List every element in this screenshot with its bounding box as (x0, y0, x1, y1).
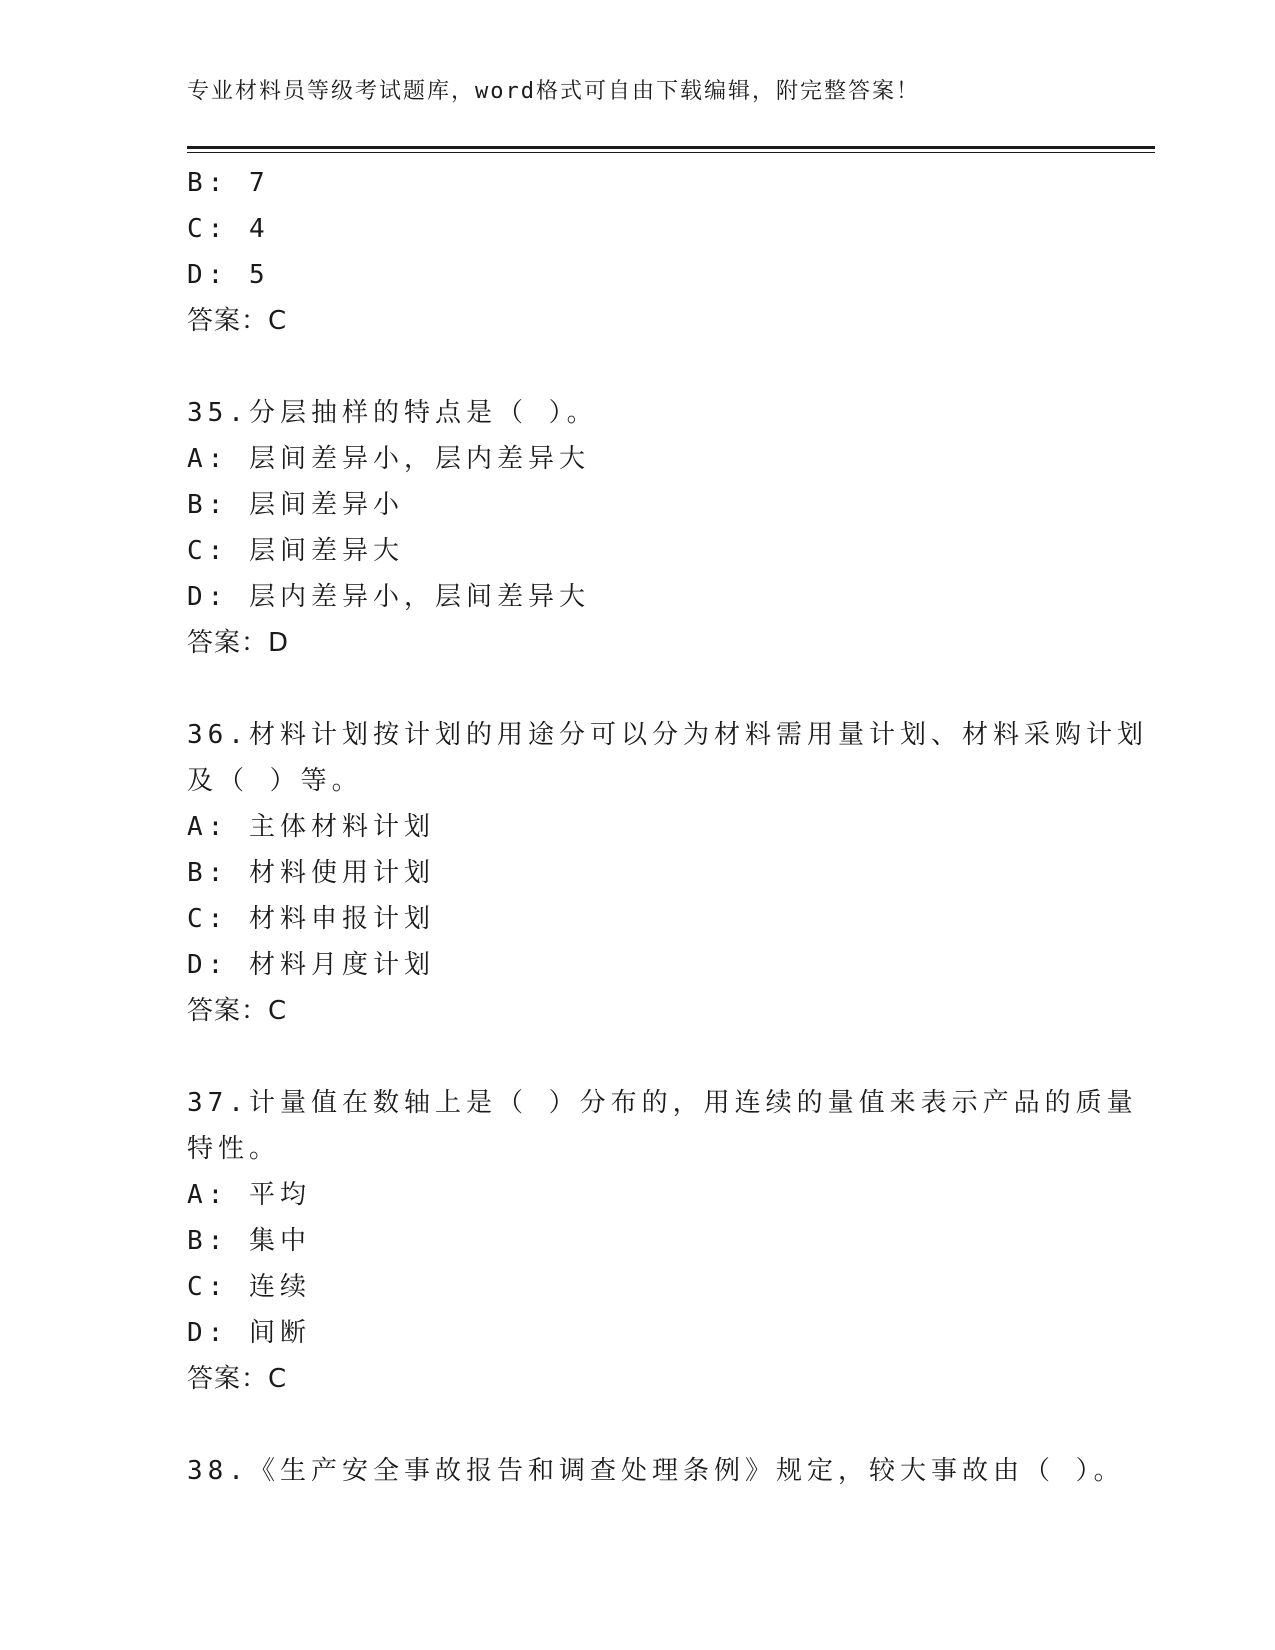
page-header: 专业材料员等级考试题库，word格式可自由下载编辑，附完整答案！ (187, 79, 920, 104)
question-stem: 37.计量值在数轴上是（ ）分布的，用连续的量值来表示产品的质量 (187, 1088, 1138, 1118)
question-stem-cont: 特性。 (187, 1134, 281, 1164)
answer: 答案：C (187, 306, 288, 336)
option-a: A: 主体材料计划 (187, 812, 435, 842)
option-d: D: 层内差异小，层间差异大 (187, 582, 590, 612)
option-b: B: 材料使用计划 (187, 858, 435, 888)
question-stem: 38.《生产安全事故报告和调查处理条例》规定，较大事故由（ ）。 (187, 1456, 1125, 1486)
option-d: D: 间断 (187, 1318, 311, 1348)
option-c: C: 层间差异大 (187, 536, 404, 566)
option-d: D: 5 (187, 260, 270, 290)
answer: 答案：C (187, 996, 288, 1026)
option-c: C: 连续 (187, 1272, 311, 1302)
header-rule-thin (187, 152, 1155, 153)
question-37 (187, 1080, 1138, 1402)
option-c: C: 材料申报计划 (187, 904, 435, 934)
question-stem: 36.材料计划按计划的用途分可以分为材料需用量计划、材料采购计划 (187, 720, 1148, 750)
option-b: B: 集中 (187, 1226, 311, 1256)
question-34-tail (187, 160, 1087, 344)
answer: 答案：D (187, 628, 290, 658)
option-b: B: 7 (187, 168, 270, 198)
answer: 答案：C (187, 1364, 288, 1394)
question-38 (187, 1448, 1125, 1494)
question-stem: 35.分层抽样的特点是（ ）。 (187, 398, 598, 428)
question-list (187, 160, 1148, 1494)
question-stem-cont: 及（ ）等。 (187, 766, 363, 796)
option-c: C: 4 (187, 214, 270, 244)
question-36 (187, 712, 1148, 1034)
option-b: B: 层间差异小 (187, 490, 404, 520)
option-a: A: 平均 (187, 1180, 311, 1210)
question-35 (187, 390, 1087, 666)
header-rule-thick (187, 146, 1155, 149)
option-d: D: 材料月度计划 (187, 950, 435, 980)
option-a: A: 层间差异小，层内差异大 (187, 444, 590, 474)
